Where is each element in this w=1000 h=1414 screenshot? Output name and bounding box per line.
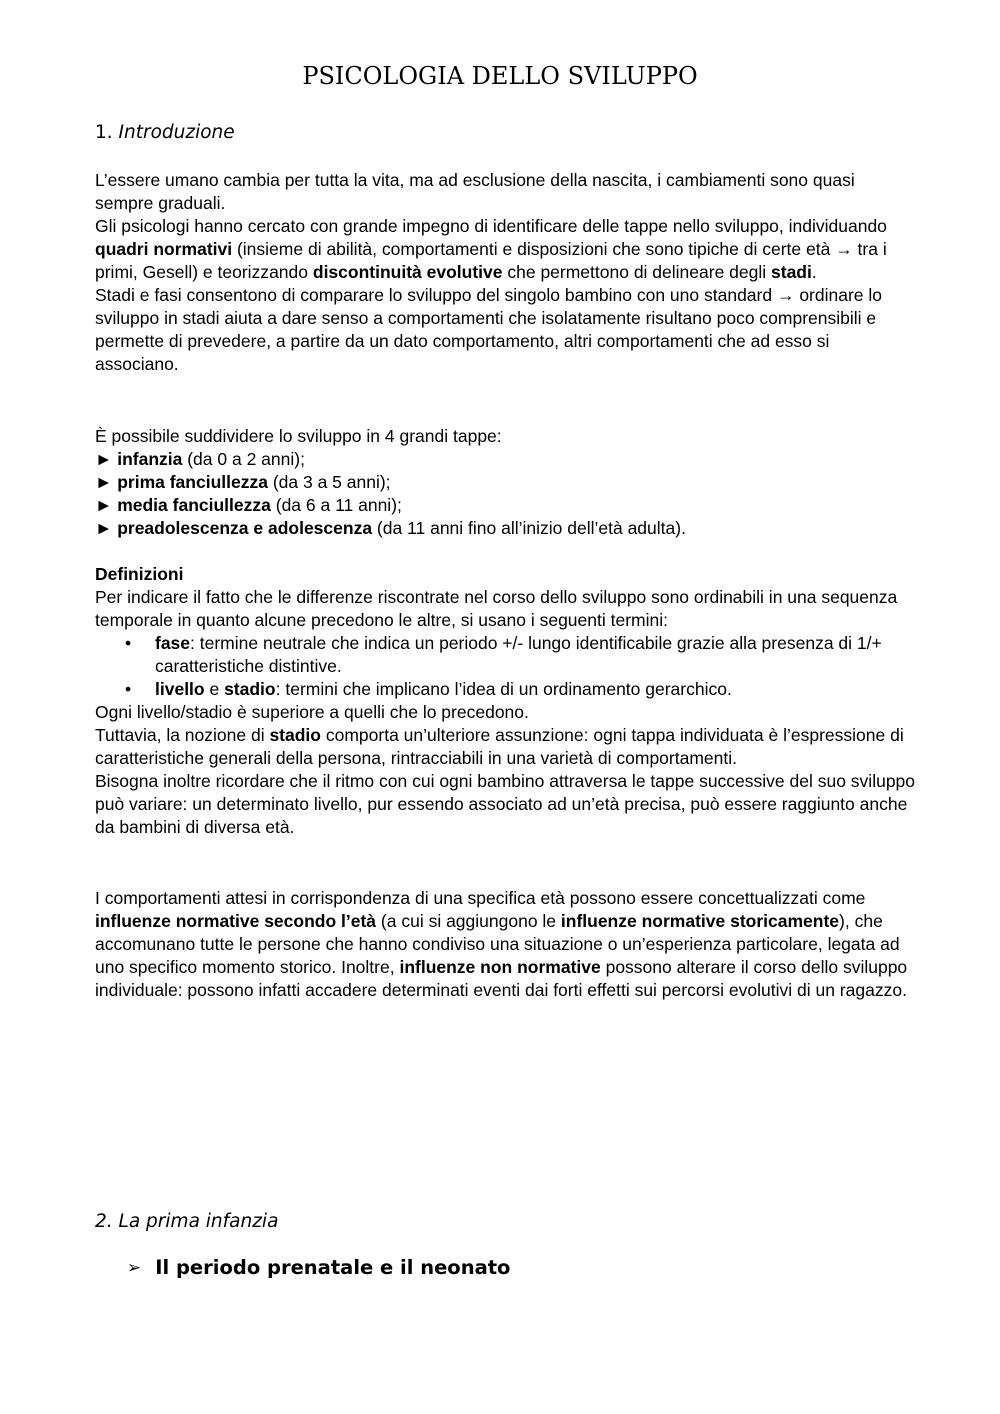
stage-item — [95, 471, 915, 494]
bold-term: influenze normative storicamente — [560, 911, 840, 931]
text-run: che permettono di delineare degli — [502, 262, 772, 282]
bullet-icon: • — [125, 633, 132, 653]
definitions-block — [95, 563, 915, 839]
triangle-bullet-icon: ► — [95, 449, 113, 469]
definition-term: livello — [155, 679, 205, 699]
intro-paragraph-3: Stadi e fasi consentono di comparare lo sviluppo del singolo bambino con uno standard → ordinare lo sviluppo in stadi aiuta a dare senso a comportamenti che isolatamente risultano poco comprensibili e permette di prevedere, a partire da un dato comportamento, altri comportamenti che ad esso si associano. — [95, 285, 883, 374]
bold-term: influenze non normative — [399, 957, 601, 977]
definitions-lead: Per indicare il fatto che le differenze riscontrate nel corso dello sviluppo sono ordinabili in una sequenza temporale in quanto alcune precedono le altre, si usano i seguenti termini: — [95, 587, 898, 630]
stage-range: (da 11 anni fino all’inizio dell’età adulta). — [372, 518, 686, 538]
influences-paragraph — [95, 887, 915, 1002]
definition-text: : termine neutrale che indica un periodo +/- lungo identificabile grazie alla presenza di 1/+ caratteristiche distintive. — [155, 633, 882, 676]
subsection-title: Il periodo prenatale e il neonato — [155, 1256, 511, 1279]
text-run: e — [204, 679, 225, 699]
section-title: Introduzione — [118, 122, 235, 143]
stages-lead: È possibile suddividere lo sviluppo in 4 grandi tappe: — [95, 426, 502, 446]
stage-item — [95, 494, 915, 517]
intro-paragraphs — [95, 169, 915, 376]
stage-item — [95, 448, 915, 471]
stage-name: prima fanciullezza — [117, 472, 268, 492]
bold-term: stadi — [771, 262, 812, 282]
bold-term: stadio — [269, 725, 321, 745]
bullet-icon: • — [125, 679, 132, 699]
definition-term: stadio — [224, 679, 276, 699]
text-run: . — [811, 262, 817, 282]
definitions-after-3: Bisogna inoltre ricordare che il ritmo con cui ogni bambino attraversa le tappe successive del suo sviluppo può variare: un determinato livello, pur essendo associato ad un’età precisa, può essere raggiunto anche da bambini di diversa età. — [95, 771, 916, 837]
arrow-bullet-icon: ➢ — [127, 1258, 142, 1278]
definitions-after-2 — [95, 724, 915, 770]
text-run: possono alterare il corso dello sviluppo individuale: possono infatti accadere determinati eventi dai forti effetti sui percorsi evolutivi di un ragazzo. — [95, 957, 908, 1000]
section-heading-prima-infanzia: 2. La prima infanzia — [95, 1211, 279, 1232]
stage-range: (da 3 a 5 anni); — [267, 472, 391, 492]
text-run: (insieme di abilità, comportamenti e disposizioni che sono tipiche di certe età → tra i primi, Gesell) e teorizzando — [95, 239, 887, 282]
section-number: 1. — [95, 122, 113, 143]
definition-item-fase — [95, 632, 915, 678]
triangle-bullet-icon: ► — [95, 518, 113, 538]
definitions-list — [95, 632, 915, 701]
subsection-heading — [127, 1256, 510, 1279]
intro-paragraph-1: L’essere umano cambia per tutta la vita, ma ad esclusione della nascita, i cambiamenti sono quasi sempre graduali. — [95, 170, 855, 213]
text-run: comporta un’ulteriore assunzione: ogni tappa individuata è l’espressione di caratteristiche generali della persona, rintracciabili in una varietà di comportamenti. — [95, 725, 904, 768]
stage-range: (da 6 a 11 anni); — [270, 495, 402, 515]
stages-block — [95, 425, 915, 540]
stage-range: (da 0 a 2 anni); — [182, 449, 305, 469]
triangle-bullet-icon: ► — [95, 472, 113, 492]
influences-text — [95, 887, 915, 1002]
definitions-heading-text: Definizioni — [95, 564, 184, 584]
definition-text: : termini che implicano l’idea di un ordinamento gerarchico. — [275, 679, 732, 699]
bold-term: influenze normative secondo l’età — [95, 911, 377, 931]
stage-name: infanzia — [117, 449, 183, 469]
triangle-bullet-icon: ► — [95, 495, 113, 515]
text-run: ), che accomunano tutte le persone che hanno condiviso una situazione o un’esperienza particolare, legata ad uno specifico momento storico. Inoltre, — [95, 911, 900, 977]
text-run: Gli psicologi hanno cercato con grande impegno di identificare delle tappe nello sviluppo, individuando — [95, 216, 887, 236]
definition-item-livello-stadio — [95, 678, 915, 701]
stage-name: media fanciullezza — [117, 495, 271, 515]
text-run: Tuttavia, la nozione di — [95, 725, 270, 745]
document-title: PSICOLOGIA DELLO SVILUPPO — [302, 62, 698, 90]
definitions-after-1: Ogni livello/stadio è superiore a quelli che lo precedono. — [95, 702, 529, 722]
definitions-heading — [95, 563, 915, 586]
stage-item — [95, 517, 915, 540]
bold-term: discontinuità evolutive — [312, 262, 503, 282]
section-heading-introduction — [95, 122, 235, 143]
definition-term: fase — [155, 633, 191, 653]
stage-name: preadolescenza e adolescenza — [117, 518, 373, 538]
text-run: I comportamenti attesi in corrispondenza di una specifica età possono essere concettualizzati come — [95, 888, 866, 908]
intro-paragraph-2 — [95, 215, 915, 284]
text-run: (a cui si aggiungono le — [376, 911, 561, 931]
bold-term: quadri normativi — [95, 239, 233, 259]
